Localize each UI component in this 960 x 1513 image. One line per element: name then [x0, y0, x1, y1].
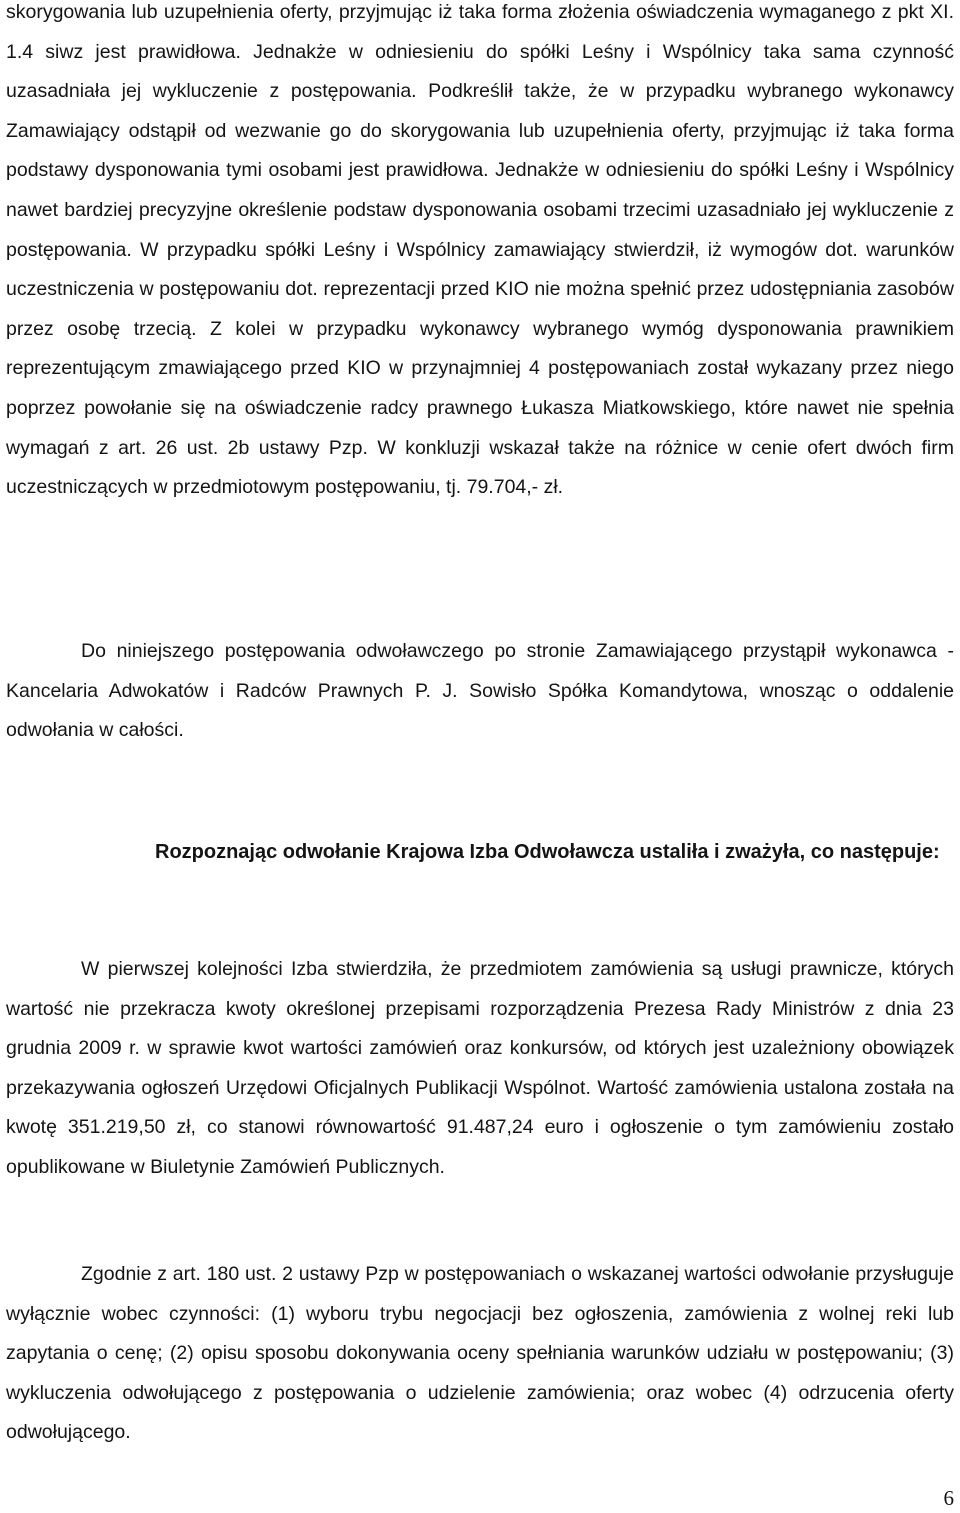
- body-paragraph-findings: W pierwszej kolejności Izba stwierdziła, że przedmiotem zamówienia są usługi prawnicze, których wartość nie przekracza kwoty określonej przepisami rozporządzenia Prezesa Rady Ministrów z dnia 23 grudnia 2009 r. w sprawie kwot wartości zamówień oraz konkursów, od których jest uzależniony obowiązek przekazywania ogłoszeń Urzędowi Oficjalnych Publikacji Wspólnot. Wartość zamówienia ustalona została na kwotę 351.219,50 zł, co stanowi równowartość 91.487,24 euro i ogłoszenie o tym zamówieniu zostało opublikowane w Biuletynie Zamówień Publicznych.: [6, 958, 954, 1178]
- section-heading: Rozpoznając odwołanie Krajowa Izba Odwoławcza ustaliła i zważyła, co następuje:: [155, 841, 940, 863]
- page-number: 6: [943, 1486, 954, 1510]
- body-paragraph-intervention: Do niniejszego postępowania odwoławczego po stronie Zamawiającego przystąpił wykonawca - Kancelaria Adwokatów i Radców Prawnych P. J. Sowisło Spółka Komandytowa, wnosząc o oddalenie odwołania w całości.: [6, 640, 954, 742]
- body-paragraph-legal-basis: Zgodnie z art. 180 ust. 2 ustawy Pzp w postępowaniach o wskazanej wartości odwołanie przysługuje wyłącznie wobec czynności: (1) wyboru trybu negocjacji bez ogłoszenia, zamówienia z wolnej reki lub zapytania o cenę; (2) opisu sposobu dokonywania oceny spełniania warunków udziału w postępowaniu; (3) wykluczenia odwołującego z postępowania o udzielenie zamówienia; oraz wobec (4) odrzucenia oferty odwołującego.: [6, 1263, 954, 1444]
- body-paragraph-continuation: skorygowania lub uzupełnienia oferty, przyjmując iż taka forma złożenia oświadczenia wymaganego z pkt XI. 1.4 siwz jest prawidłowa. Jednakże w odniesieniu do spółki Leśny i Wspólnicy taka sama czynność uzasadniała jej wykluczenie z postępowania. Podkreślił także, że w przypadku wybranego wykonawcy Zamawiający odstąpił od wezwanie go do skorygowania lub uzupełnienia oferty, przyjmując iż taka forma podstawy dysponowania tymi osobami jest prawidłowa. Jednakże w odniesieniu do spółki Leśny i Wspólnicy nawet bardziej precyzyjne określenie podstaw dysponowania osobami trzecimi uzasadniało jej wykluczenie z postępowania. W przypadku spółki Leśny i Wspólnicy zamawiający stwierdził, iż wymogów dot. warunków uczestniczenia w postępowaniu dot. reprezentacji przed KIO nie można spełnić przez udostępniania zasobów przez osobę trzecią. Z kolei w przypadku wykonawcy wybranego wymóg dysponowania prawnikiem reprezentującym zmawiającego przed KIO w przynajmniej 4 postępowaniach został wykazany przez niego poprzez powołanie się na oświadczenie radcy prawnego Łukasza Miatkowskiego, które nawet nie spełnia wymagań z art. 26 ust. 2b ustawy Pzp. W konkluzji wskazał także na różnice w cenie ofert dwóch firm uczestniczących w przedmiotowym postępowaniu, tj. 79.704,- zł.: [6, 1, 954, 499]
